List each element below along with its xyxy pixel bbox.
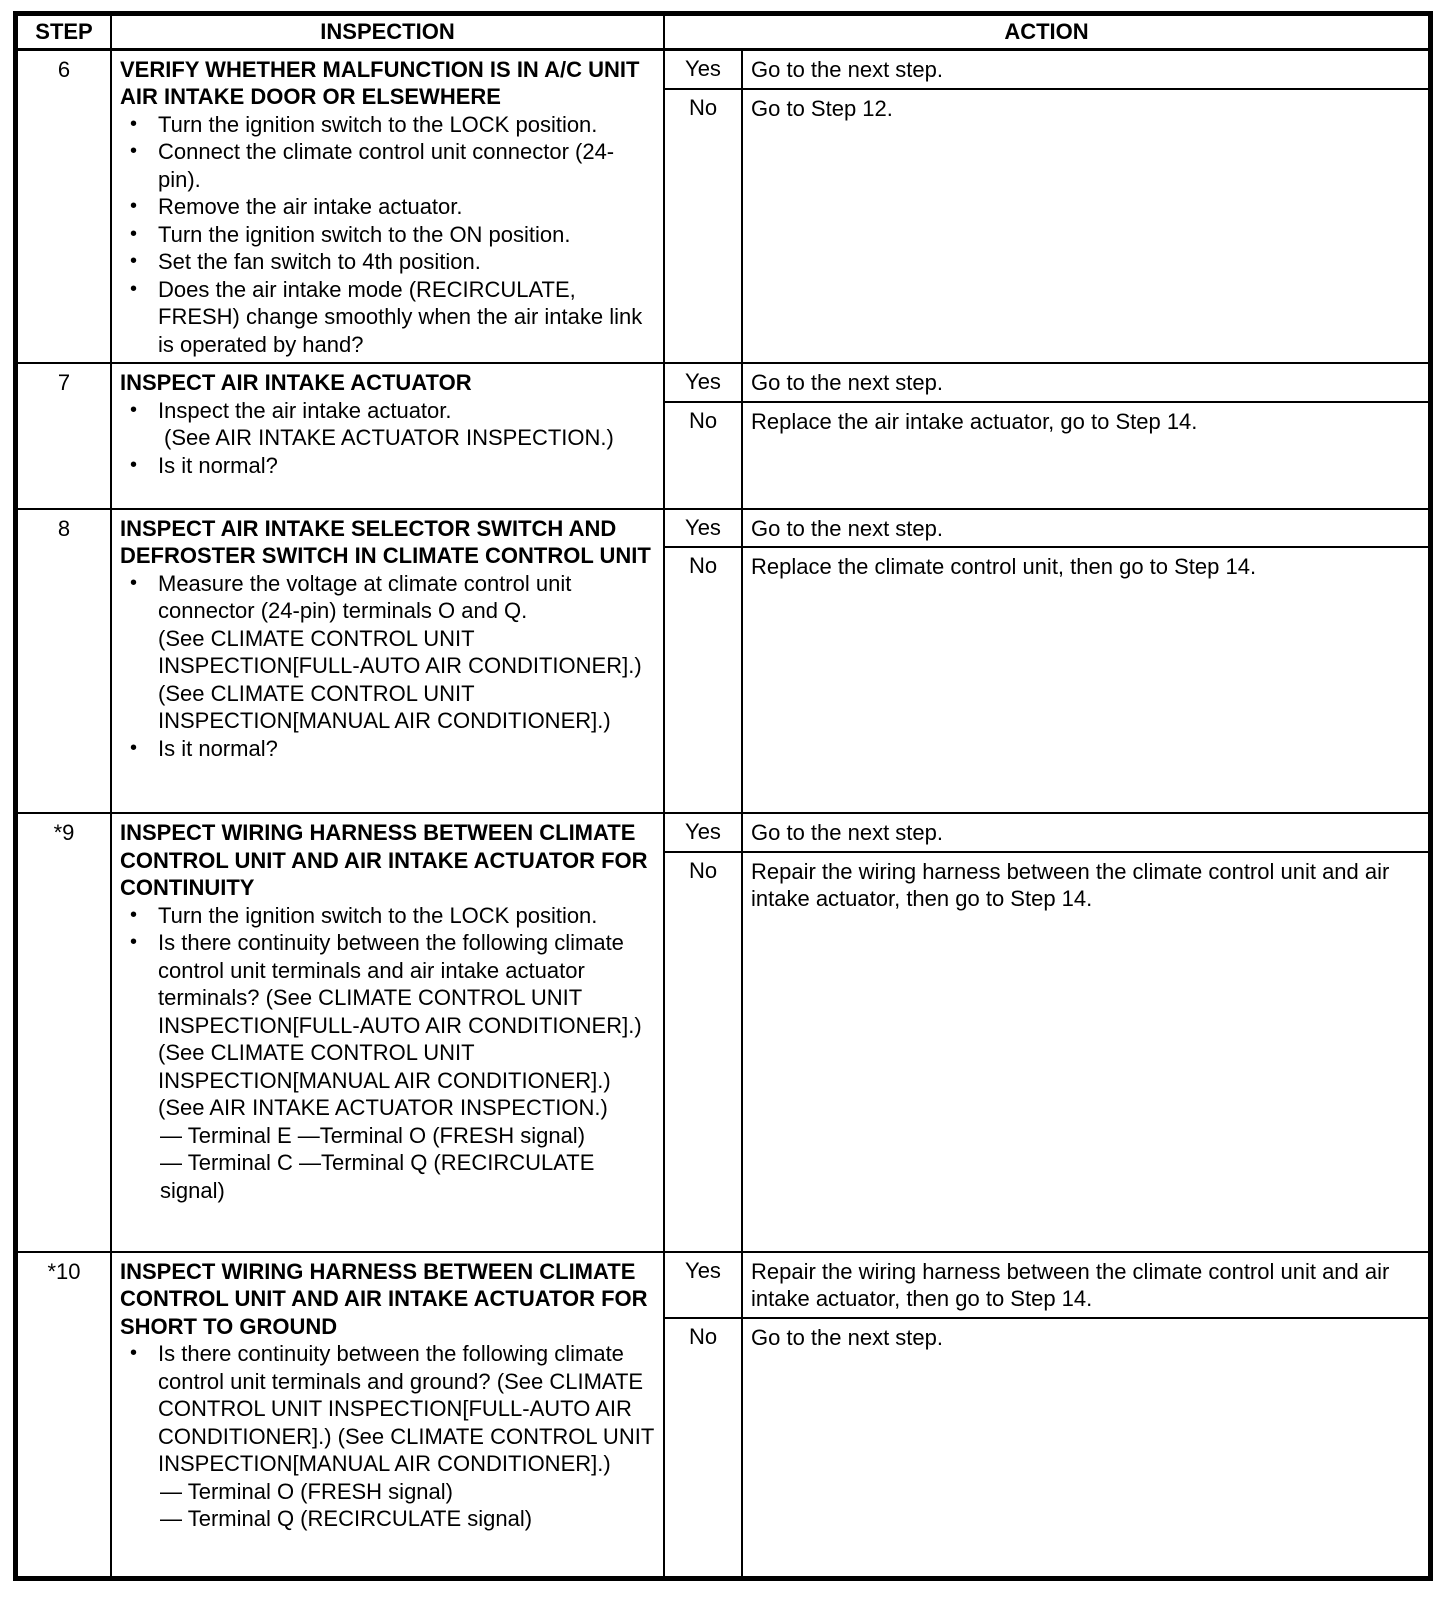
header-row [17,15,1429,49]
yes-action: Repair the wiring harness between the climate control unit and air intake actuator, then go to Step 14. [742,1252,1429,1318]
list-item: • Is it normal? [120,452,655,480]
inspection-list [120,111,655,359]
no-label: No [664,89,742,363]
inspection-cell [111,49,664,363]
yes-action: Go to the next step. [742,49,1429,89]
no-label: No [664,402,742,509]
inspection-cell [111,363,664,509]
terminal-item: — Terminal O (FRESH signal) [160,1478,453,1504]
list-item: • Is it normal? [120,735,655,763]
terminal-pair: — Terminal C —Terminal Q (RECIRCULATE signal) [160,1150,595,1203]
inspection-list [120,570,655,763]
table-row [17,1252,1429,1318]
yes-label: Yes [664,813,742,852]
list-item: • Does the air intake mode (RECIRCULATE, FRESH) change smoothly when the air intake link is operated by hand? [120,276,655,359]
list-item: • Measure the voltage at climate control unit connector (24-pin) terminals O and Q. [120,570,655,625]
no-action: Repair the wiring harness between the climate control unit and air intake actuator, then go to Step 14. [742,852,1429,1252]
list-item: • Connect the climate control unit connector (24-pin). [120,138,655,193]
no-action: Go to the next step. [742,1318,1429,1578]
inspection-cell [111,1252,664,1578]
yes-action: Go to the next step. [742,509,1429,548]
inspection-list [120,902,655,1205]
reference-note: (See CLIMATE CONTROL UNIT INSPECTION[FULL-AUTO AIR CONDITIONER].) (See CLIMATE CONTROL UNIT INSPECTION[MANUAL AIR CONDITIONER].) [158,625,642,733]
list-item: • Remove the air intake actuator. [120,193,655,221]
reference-note: (See AIR INTAKE ACTUATOR INSPECTION.) [164,425,614,450]
inspection-list [120,1340,655,1533]
no-action: Go to Step 12. [742,89,1429,363]
inspection-title: VERIFY WHETHER MALFUNCTION IS IN A/C UNIT AIR INTAKE DOOR OR ELSEWHERE [120,56,640,109]
list-item: • Set the fan switch to 4th position. [120,248,655,276]
inspection-cell [111,509,664,814]
table-row [17,363,1429,402]
step-number: 7 [17,363,111,509]
list-item: • Turn the ignition switch to the ON position. [120,221,655,249]
yes-action: Go to the next step. [742,363,1429,402]
step-number: *10 [17,1252,111,1578]
inspection-cell [111,813,664,1252]
table-row [17,813,1429,852]
list-item: • Turn the ignition switch to the LOCK position. [120,902,655,930]
no-action: Replace the climate control unit, then go to Step 14. [742,547,1429,813]
inspection-title: INSPECT WIRING HARNESS BETWEEN CLIMATE CONTROL UNIT AND AIR INTAKE ACTUATOR FOR SHORT TO GROUND [120,1258,648,1339]
step-number: *9 [17,813,111,1252]
yes-label: Yes [664,363,742,402]
inspection-title: INSPECT AIR INTAKE ACTUATOR [120,370,472,395]
procedure-table-frame [13,11,1433,1581]
yes-label: Yes [664,49,742,89]
step-number: 6 [17,49,111,363]
troubleshooting-table [16,14,1430,1578]
table-row [17,509,1429,548]
step-number: 8 [17,509,111,814]
no-label: No [664,852,742,1252]
list-item: • Turn the ignition switch to the LOCK position. [120,111,655,139]
yes-label: Yes [664,509,742,548]
no-action: Replace the air intake actuator, go to Step 14. [742,402,1429,509]
list-item: • Is there continuity between the following climate control unit terminals and air intake actuator terminals? (See CLIMATE CONTROL UNIT INSPECTION[FULL-AUTO AIR CONDITIONER].) (See CLIMATE CONTROL UNIT INSPECTION[MANUAL AIR CONDITIONER].) (See AIR INTAKE ACTUATOR INSPECTION.) [120,929,655,1122]
no-label: No [664,1318,742,1578]
terminal-pair: — Terminal E —Terminal O (FRESH signal) [160,1122,586,1148]
inspection-title: INSPECT AIR INTAKE SELECTOR SWITCH AND DEFROSTER SWITCH IN CLIMATE CONTROL UNIT [120,515,651,568]
table-row [17,49,1429,89]
list-item: • Inspect the air intake actuator. [120,397,655,425]
inspection-list [120,397,655,480]
header-inspection: INSPECTION [111,15,664,49]
yes-action: Go to the next step. [742,813,1429,852]
inspection-title: INSPECT WIRING HARNESS BETWEEN CLIMATE CONTROL UNIT AND AIR INTAKE ACTUATOR FOR CONTINUITY [120,820,648,900]
header-step: STEP [17,15,111,49]
yes-label: Yes [664,1252,742,1318]
list-item: • Is there continuity between the following climate control unit terminals and ground? (See CLIMATE CONTROL UNIT INSPECTION[FULL-AUTO AIR CONDITIONER].) (See CLIMATE CONTROL UNIT INSPECTION[MANUAL AIR CONDITIONER].) [120,1340,655,1478]
terminal-item: — Terminal Q (RECIRCULATE signal) [160,1506,533,1531]
header-action: ACTION [664,15,1429,49]
no-label: No [664,547,742,813]
